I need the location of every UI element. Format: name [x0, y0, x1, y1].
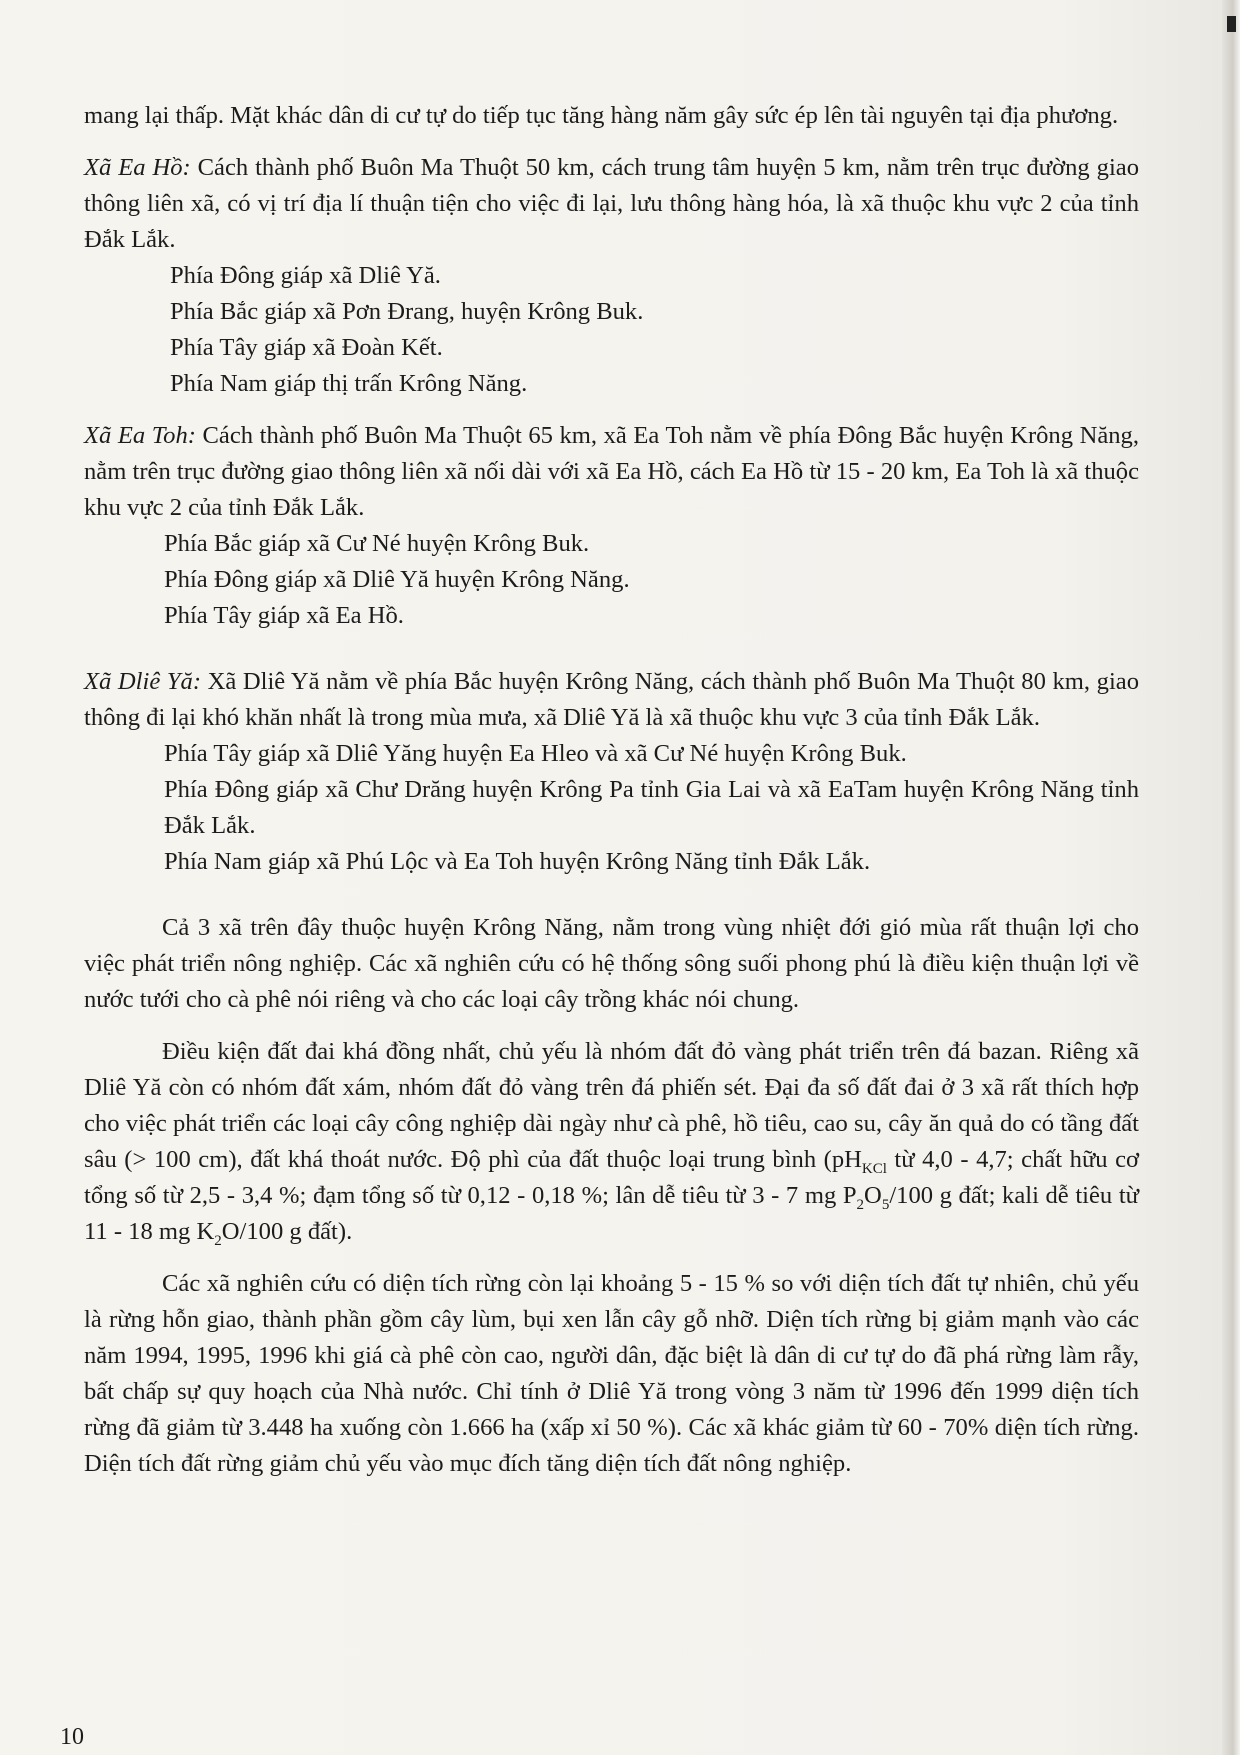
ea-ho-heading: Xã Ea Hồ:	[84, 154, 191, 181]
ea-ho-border-west: Phía Tây giáp xã Đoàn Kết.	[170, 334, 443, 361]
soil-text-c: O	[864, 1182, 882, 1209]
ea-toh-border-north: Phía Bắc giáp xã Cư Né huyện Krông Buk.	[164, 530, 590, 557]
soil-sub-p2: 2	[856, 1196, 865, 1213]
soil-text-d: /100 g đất; kali dễ tiêu từ 11 - 18 mg K	[84, 1182, 1139, 1245]
ea-ho-border-south: Phía Nam giáp thị trấn Krông Năng.	[170, 370, 528, 397]
soil-sub-o5: 5	[881, 1196, 890, 1213]
soil-text-e: O/100 g đất).	[221, 1218, 353, 1245]
soil-text-a: Điều kiện đất đai khá đồng nhất, chủ yếu là nhóm đất đỏ vàng phát triển trên đá bazan. Riêng xã Dliê Yă còn có nhóm đất xám, nhóm đất đỏ vàng trên đá phiến sét. Đại đa số đất đai ở 3 xã rất thích hợp cho việc phát triển các loại cây công nghiệp dài ngày như cà phê, hồ tiêu, cao su, cây ăn quả do có tầng đất sâu (> 100 cm), đất khá thoát nước. Độ phì của đất thuộc loại trung bình (pH	[84, 1038, 1139, 1173]
page-body	[84, 98, 1139, 1482]
dlie-ya-border-east: Phía Đông giáp xã Chư Drăng huyện Krông Pa tỉnh Gia Lai và xã EaTam huyện Krông Năng tỉnh Đắk Lắk.	[164, 776, 1139, 839]
ea-ho-description: Cách thành phố Buôn Ma Thuột 50 km, cách trung tâm huyện 5 km, nằm trên trục đường giao thông liên xã, có vị trí địa lí thuận tiện cho việc đi lại, lưu thông hàng hóa, là xã thuộc khu vực 2 của tỉnh Đắk Lắk.	[84, 154, 1139, 253]
ea-toh-paragraph	[84, 418, 1139, 526]
ea-ho-border-east: Phía Đông giáp xã Dliê Yă.	[170, 262, 441, 289]
soil-sub-k2: 2	[214, 1232, 222, 1249]
dlie-ya-description: Xã Dliê Yă nằm về phía Bắc huyện Krông Năng, cách thành phố Buôn Ma Thuột 80 km, giao thông đi lại khó khăn nhất là trong mùa mưa, xã Dliê Yă là xã thuộc khu vực 3 của tỉnh Đắk Lắk.	[84, 668, 1139, 731]
dlie-ya-border-south: Phía Nam giáp xã Phú Lộc và Ea Toh huyện Krông Năng tỉnh Đắk Lắk.	[164, 848, 871, 875]
soil-paragraph	[84, 1034, 1139, 1250]
ea-toh-description: Cách thành phố Buôn Ma Thuột 65 km, xã Ea Toh nằm về phía Đông Bắc huyện Krông Năng, nằm trên trục đường giao thông liên xã nối dài với xã Ea Hồ, cách Ea Hồ từ 15 - 20 km, Ea Toh là xã thuộc khu vực 2 của tỉnh Đắk Lắk.	[84, 422, 1140, 521]
page-number: 10	[60, 1724, 84, 1750]
dlie-ya-heading: Xã Dliê Yă:	[84, 668, 202, 695]
dlie-ya-paragraph	[84, 664, 1139, 736]
page-binding-edge	[1222, 0, 1240, 1755]
ea-ho-border-north: Phía Bắc giáp xã Pơn Đrang, huyện Krông Buk.	[170, 298, 644, 325]
soil-sub-kcl: KCl	[861, 1160, 887, 1177]
soil-text-b: từ 4,0 - 4,7; chất hữu cơ tổng số từ 2,5 - 3,4 %; đạm tổng số từ 0,12 - 0,18 %; lân dễ tiêu từ 3 - 7 mg P	[84, 1146, 1140, 1209]
edge-mark	[1227, 16, 1236, 32]
climate-paragraph: Cả 3 xã trên đây thuộc huyện Krông Năng, nằm trong vùng nhiệt đới gió mùa rất thuận lợi cho việc phát triển nông nghiệp. Các xã nghiên cứu có hệ thống sông suối phong phú là điều kiện thuận lợi về nước tưới cho cà phê nói riêng và cho các loại cây trồng khác nói chung.	[84, 914, 1139, 1013]
intro-paragraph: mang lại thấp. Mặt khác dân di cư tự do tiếp tục tăng hàng năm gây sức ép lên tài nguyên tại địa phương.	[84, 102, 1119, 129]
ea-toh-heading: Xã Ea Toh:	[84, 422, 196, 449]
ea-toh-border-east: Phía Đông giáp xã Dliê Yă huyện Krông Năng.	[164, 566, 630, 593]
ea-ho-paragraph	[84, 150, 1139, 258]
ea-toh-border-west: Phía Tây giáp xã Ea Hồ.	[164, 602, 404, 629]
forest-paragraph: Các xã nghiên cứu có diện tích rừng còn lại khoảng 5 - 15 % so với diện tích đất tự nhiên, chủ yếu là rừng hỗn giao, thành phần gồm cây lùm, bụi xen lẫn cây gỗ nhỡ. Diện tích rừng bị giảm mạnh vào các năm 1994, 1995, 1996 khi giá cà phê còn cao, người dân, đặc biệt là dân di cư tự do đã phá rừng làm rẫy, bất chấp sự quy hoạch của Nhà nước. Chỉ tính ở Dliê Yă trong vòng 3 năm từ 1996 đến 1999 diện tích rừng đã giảm từ 3.448 ha xuống còn 1.666 ha (xấp xỉ 50 %). Các xã khác giảm từ 60 - 70% diện tích rừng. Diện tích đất rừng giảm chủ yếu vào mục đích tăng diện tích đất nông nghiệp.	[84, 1270, 1139, 1477]
dlie-ya-border-west: Phía Tây giáp xã Dliê Yăng huyện Ea Hleo và xã Cư Né huyện Krông Buk.	[164, 740, 907, 767]
